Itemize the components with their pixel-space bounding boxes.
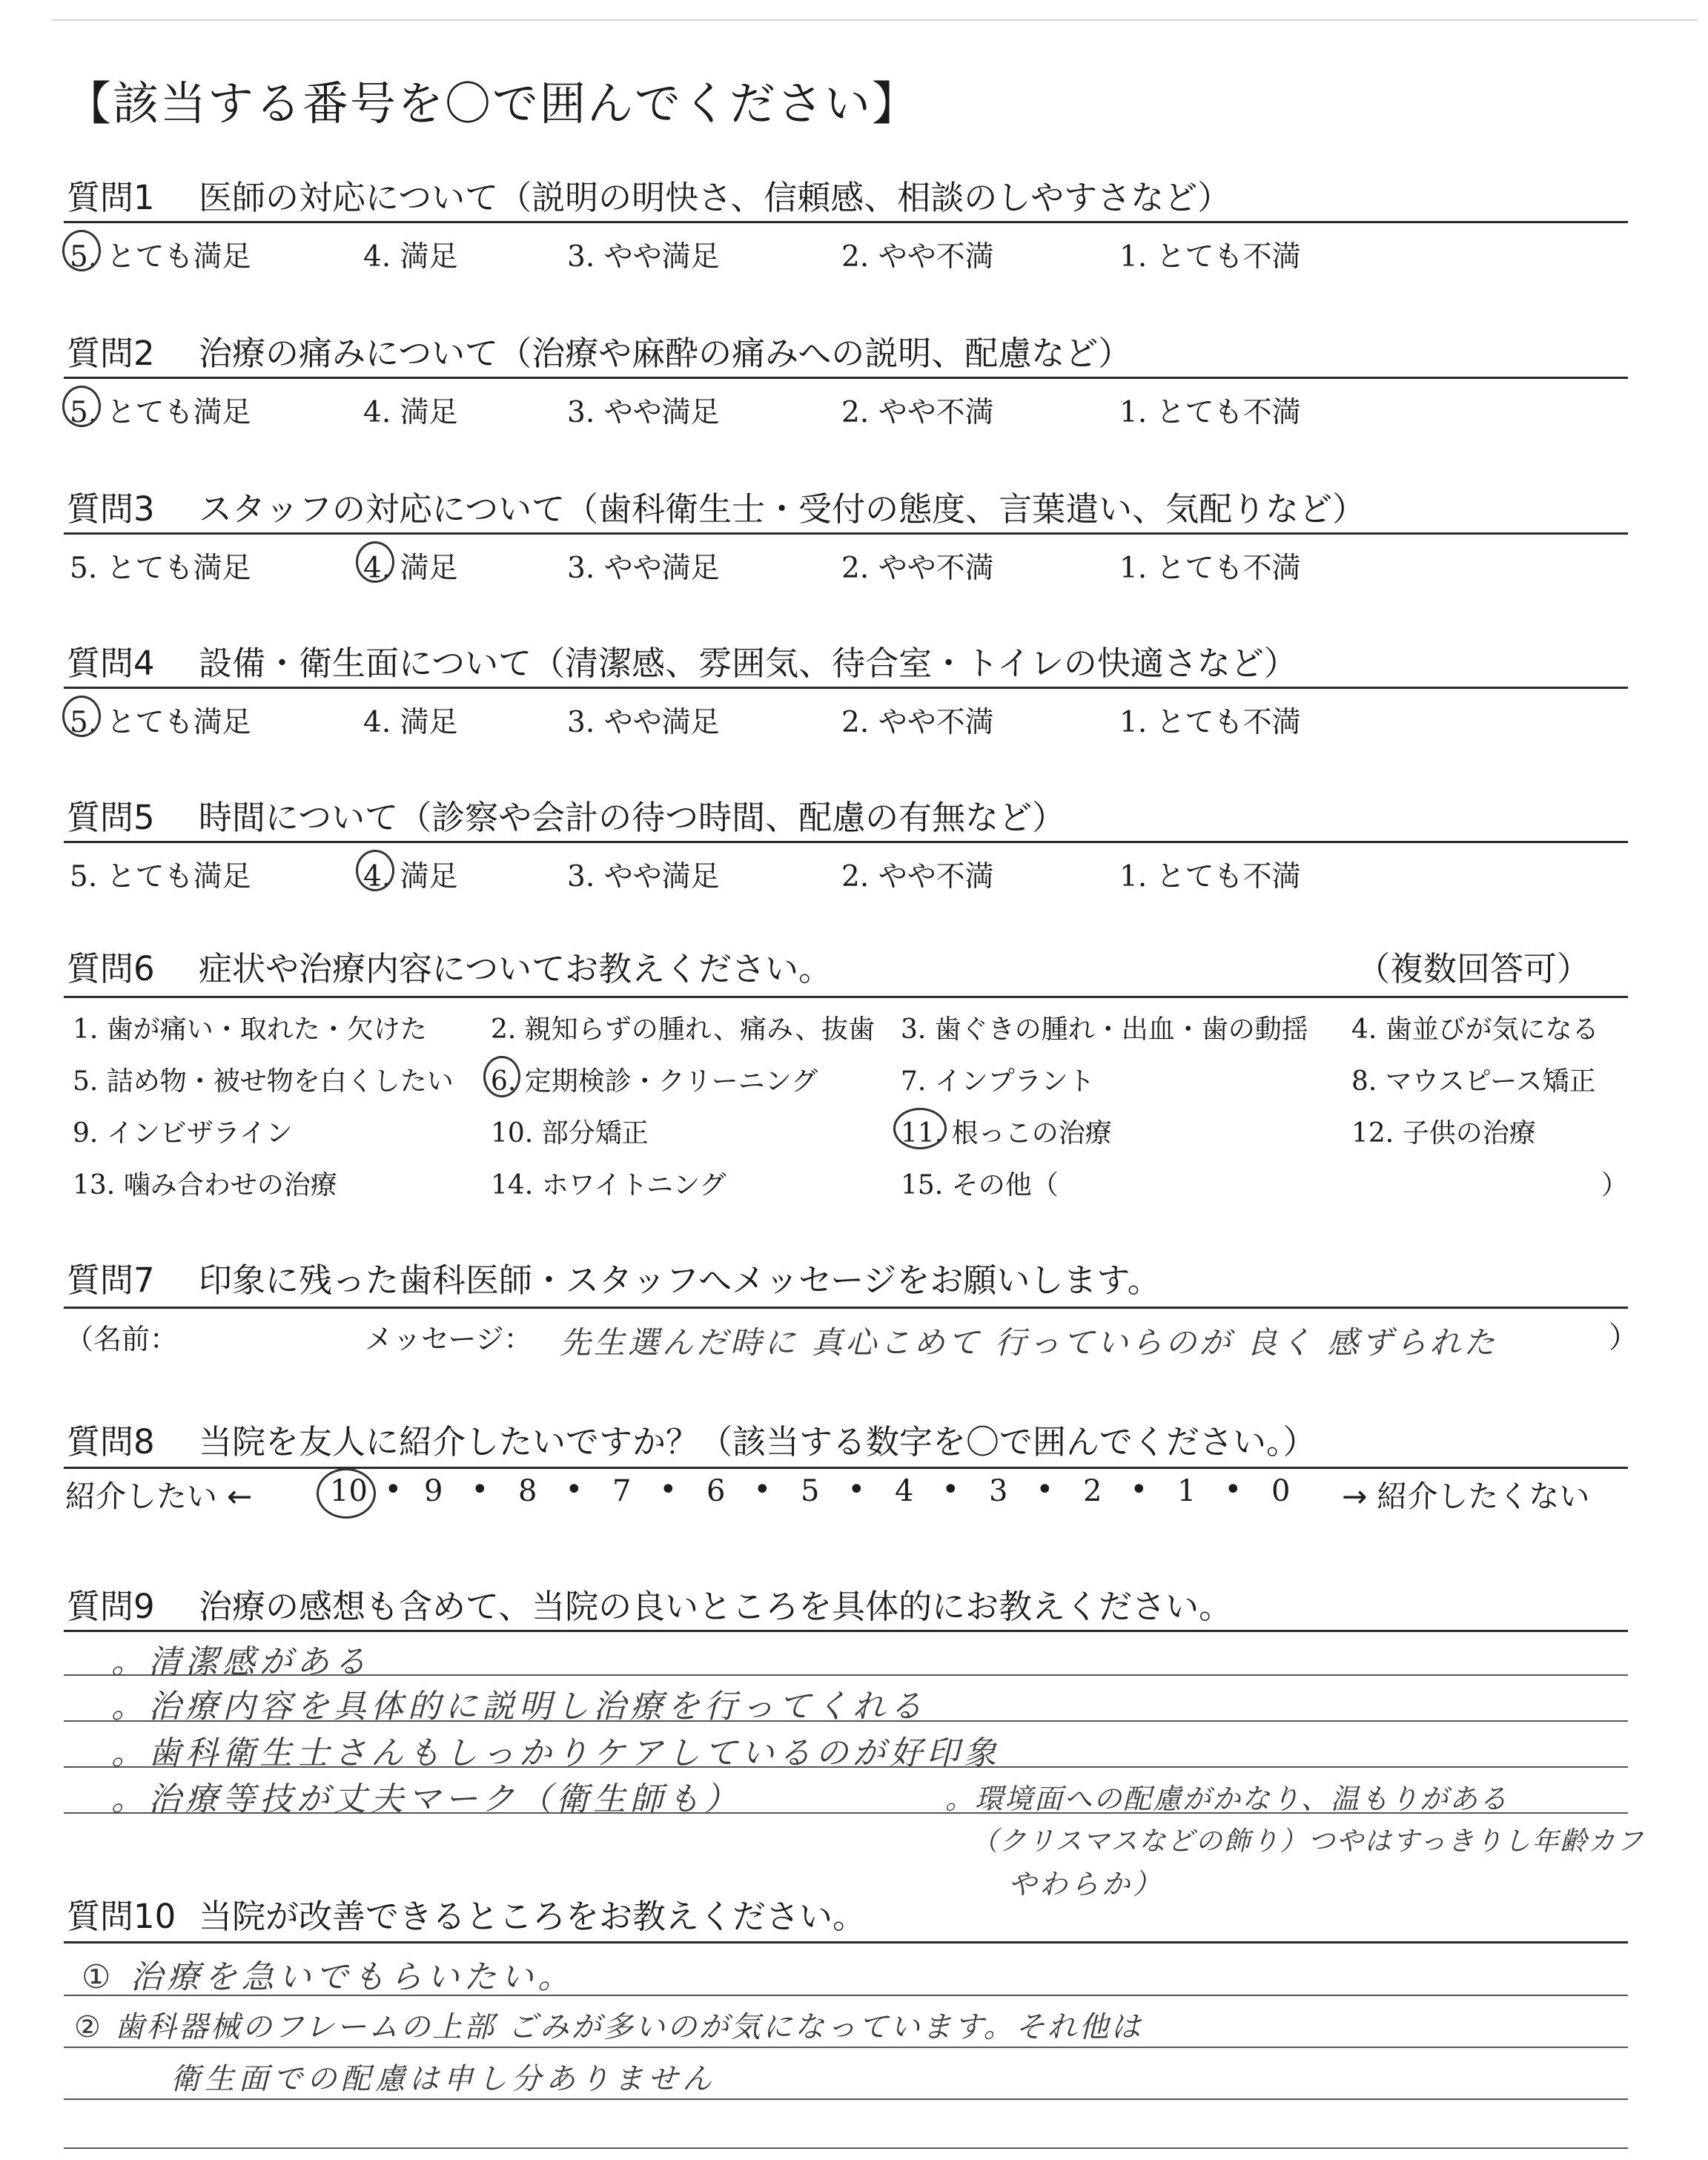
q8-left-label: 紹介したい ← (65, 1479, 253, 1514)
q9-text: 治療の感想も含めて、当院の良いところを具体的にお教えください。 (199, 1587, 1233, 1626)
q8-right-label: → 紹介したくない (1342, 1479, 1590, 1514)
q6-rule (64, 996, 1628, 998)
q4-heading (67, 636, 1297, 684)
q6-text: 症状や治療内容についてお教えください。 (199, 949, 833, 988)
q4-option-5[interactable]: 5. とても満足 (70, 706, 251, 739)
q6-option-10[interactable]: 10. 部分矯正 (491, 1118, 649, 1149)
q6-option-4[interactable]: 4. 歯並びが気になる (1351, 1014, 1599, 1045)
q4-option-4[interactable]: 4. 満足 (363, 706, 458, 739)
q7-name-label: （名前： (65, 1323, 179, 1355)
q1-number: 質問1 (67, 178, 155, 217)
q1-text: 医師の対応について（説明の明快さ、信頼感、相談のしやすさなど） (199, 178, 1231, 217)
q9-answer-1: 。清潔感がある (111, 1643, 371, 1681)
q1-option-4[interactable]: 4. 満足 (363, 240, 458, 274)
q4-number: 質問4 (67, 644, 155, 683)
q6-option-5[interactable]: 5. 詰め物・被せ物を白くしたい (73, 1066, 454, 1097)
q8-scale-9[interactable]: 9 (424, 1474, 443, 1508)
q5-option-4[interactable]: 4. 満足 (363, 860, 458, 894)
q2-selected-circle (62, 386, 101, 427)
top-rule (52, 19, 1698, 21)
q8-separator-dot: • (1130, 1473, 1148, 1507)
q6-option-7[interactable]: 7. インプラント (901, 1066, 1095, 1097)
q3-option-4[interactable]: 4. 満足 (363, 552, 458, 585)
q3-text: スタッフの対応について（歯科衛生士・受付の態度、言葉遣い、気配りなど） (199, 489, 1366, 529)
q7-number: 質問7 (67, 1261, 155, 1300)
q6-option-13[interactable]: 13. 噛み合わせの治療 (73, 1170, 337, 1200)
q8-text: 当院を友人に紹介したいですか？（該当する数字を〇で囲んでください。） (199, 1422, 1317, 1462)
q3-heading (67, 482, 1366, 530)
q5-option-2[interactable]: 2. やや不満 (841, 860, 994, 894)
q8-scale-4[interactable]: 4 (895, 1474, 914, 1508)
q8-scale-2[interactable]: 2 (1083, 1474, 1102, 1508)
q8-scale-0[interactable]: 0 (1271, 1474, 1291, 1508)
q9-heading (67, 1579, 1232, 1628)
q1-option-3[interactable]: 3. やや満足 (567, 240, 720, 274)
q10-line-4 (64, 2147, 1628, 2149)
q1-heading (67, 171, 1231, 219)
q6-number: 質問6 (67, 949, 155, 988)
q8-separator-dot: • (1036, 1473, 1054, 1507)
q6-option-15[interactable]: 15. その他（ (901, 1170, 1059, 1200)
q4-text: 設備・衛生面について（清潔感、雰囲気、待合室・トイレの快適さなど） (199, 644, 1297, 683)
q8-rule (64, 1467, 1628, 1469)
q6-option-12[interactable]: 12. 子供の治療 (1351, 1118, 1536, 1149)
q5-heading (67, 790, 1065, 839)
q2-option-3[interactable]: 3. やや満足 (567, 396, 720, 429)
q9-answer-6: （クリスマスなどの飾り）つやはすっきりし年齢カフ (971, 1826, 1645, 1857)
q6-option-9[interactable]: 9. インビザライン (73, 1118, 293, 1149)
q10-line-2 (64, 2047, 1628, 2048)
q5-option-1[interactable]: 1. とても不満 (1119, 860, 1301, 894)
q8-scale-5[interactable]: 5 (801, 1474, 820, 1508)
q8-separator-dot: • (847, 1473, 866, 1507)
q8-separator-dot: • (565, 1473, 583, 1507)
q5-text: 時間について（診察や会計の待つ時間、配慮の有無など） (199, 798, 1066, 837)
q8-scale-8[interactable]: 8 (518, 1474, 537, 1508)
q9-answer-3: 。歯科衛生士さんもしっかりケアしているのが好印象 (111, 1734, 1001, 1772)
q8-scale-10[interactable]: 10 (330, 1474, 368, 1508)
q2-option-5[interactable]: 5. とても満足 (70, 396, 251, 429)
q6-option-2[interactable]: 2. 親知らずの腫れ、痛み、抜歯 (491, 1014, 875, 1045)
q7-text: 印象に残った歯科医師・スタッフへメッセージをお願いします。 (199, 1261, 1161, 1300)
q6-option-14[interactable]: 14. ホワイトニング (491, 1170, 726, 1200)
q5-selected-circle (356, 850, 394, 891)
q10-answer-1: ① 治療を急いでもらいたい。 (82, 1958, 575, 1996)
q8-separator-dot: • (471, 1473, 489, 1507)
q8-separator-dot: • (941, 1473, 960, 1507)
q8-separator-dot: • (384, 1473, 403, 1507)
q2-rule (64, 377, 1628, 379)
q6-heading (67, 942, 832, 990)
q8-number: 質問8 (67, 1422, 155, 1462)
q7-rule (64, 1307, 1628, 1309)
q8-scale-6[interactable]: 6 (706, 1474, 726, 1508)
q8-scale-7[interactable]: 7 (612, 1474, 632, 1508)
q8-scale-1[interactable]: 1 (1177, 1474, 1196, 1508)
q10-heading (67, 1889, 866, 1938)
q7-message-handwriting: 先生選んだ時に 真心こめて 行っていらのが 良く 感ずられた (560, 1324, 1498, 1361)
q4-selected-circle (62, 696, 101, 737)
q8-heading (67, 1415, 1317, 1463)
q2-heading (67, 326, 1131, 374)
q1-option-5[interactable]: 5. とても満足 (70, 240, 251, 274)
q9-answer-4: 。治療等技が丈夫マーク（衛生師も） (111, 1780, 741, 1818)
q3-option-3[interactable]: 3. やや満足 (567, 552, 720, 585)
q6-other-close: ） (1601, 1170, 1629, 1200)
q6-option-8[interactable]: 8. マウスピース矯正 (1351, 1066, 1596, 1097)
q3-selected-circle (356, 541, 394, 583)
q9-rule (64, 1630, 1628, 1632)
q1-rule (64, 221, 1628, 223)
q6-option-3[interactable]: 3. 歯ぐきの腫れ・出血・歯の動揺 (901, 1014, 1308, 1045)
q6-option-6[interactable]: 6. 定期検診・クリーニング (491, 1066, 818, 1097)
q2-option-1[interactable]: 1. とても不満 (1119, 396, 1301, 429)
q8-separator-dot: • (1224, 1473, 1242, 1507)
q9-number: 質問9 (67, 1587, 155, 1626)
q3-option-5[interactable]: 5. とても満足 (70, 552, 251, 585)
q9-answer-5: 。環境面への配慮がかなり、温もりがある (945, 1783, 1509, 1815)
q6-option-11[interactable]: 11. 根っこの治療 (901, 1118, 1112, 1149)
q8-selected-circle (317, 1468, 376, 1519)
q8-separator-dot: • (753, 1473, 772, 1507)
q6-selected-circle-6 (483, 1056, 520, 1097)
q4-rule (64, 687, 1628, 689)
q3-option-1[interactable]: 1. とても不満 (1119, 552, 1301, 585)
q4-option-1[interactable]: 1. とても不満 (1119, 706, 1301, 739)
q3-option-2[interactable]: 2. やや不満 (841, 552, 994, 585)
q6-option-1[interactable]: 1. 歯が痛い・取れた・欠けた (73, 1014, 427, 1045)
q9-answer-2: 。治療内容を具体的に説明し治療を行ってくれる (111, 1688, 927, 1725)
q1-option-2[interactable]: 2. やや不満 (841, 240, 994, 274)
q2-option-2[interactable]: 2. やや不満 (841, 396, 994, 429)
q6-note: （複数回答可） (1357, 949, 1591, 988)
q10-text: 当院が改善できるところをお教えください。 (199, 1897, 867, 1936)
q9-answer-7: やわらか） (1008, 1868, 1165, 1900)
q8-separator-dot: • (659, 1473, 678, 1507)
q3-rule (64, 532, 1628, 535)
q10-answer-3: 衛生面での配慮は申し分ありません (171, 2062, 716, 2096)
q5-option-5[interactable]: 5. とても満足 (70, 860, 251, 894)
q4-option-3[interactable]: 3. やや満足 (567, 706, 720, 739)
q1-selected-circle (62, 230, 101, 271)
q7-close-paren: ） (1609, 1321, 1638, 1355)
q6-selected-circle-11 (893, 1108, 947, 1149)
q10-line-3 (64, 2098, 1628, 2100)
q4-option-2[interactable]: 2. やや不満 (841, 706, 994, 739)
q2-text: 治療の痛みについて（治療や麻酔の痛みへの説明、配慮など） (199, 334, 1132, 373)
q2-number: 質問2 (67, 334, 155, 373)
page-title: 【該当する番号を〇で囲んでください】 (65, 76, 920, 131)
q5-rule (64, 841, 1628, 843)
q10-answer-2: ② 歯科器械のフレームの上部 ごみが多いのが気になっています。それ他は (74, 2010, 1143, 2044)
q2-option-4[interactable]: 4. 満足 (363, 396, 458, 429)
q3-number: 質問3 (67, 489, 155, 529)
q5-option-3[interactable]: 3. やや満足 (567, 860, 720, 894)
q5-number: 質問5 (67, 798, 155, 837)
q10-number: 質問10 (67, 1897, 176, 1936)
q1-option-1[interactable]: 1. とても不満 (1119, 240, 1301, 274)
q10-rule (64, 1941, 1628, 1943)
q8-scale-3[interactable]: 3 (989, 1474, 1008, 1508)
q7-heading (67, 1253, 1161, 1301)
q7-message-label: メッセージ： (365, 1323, 532, 1355)
